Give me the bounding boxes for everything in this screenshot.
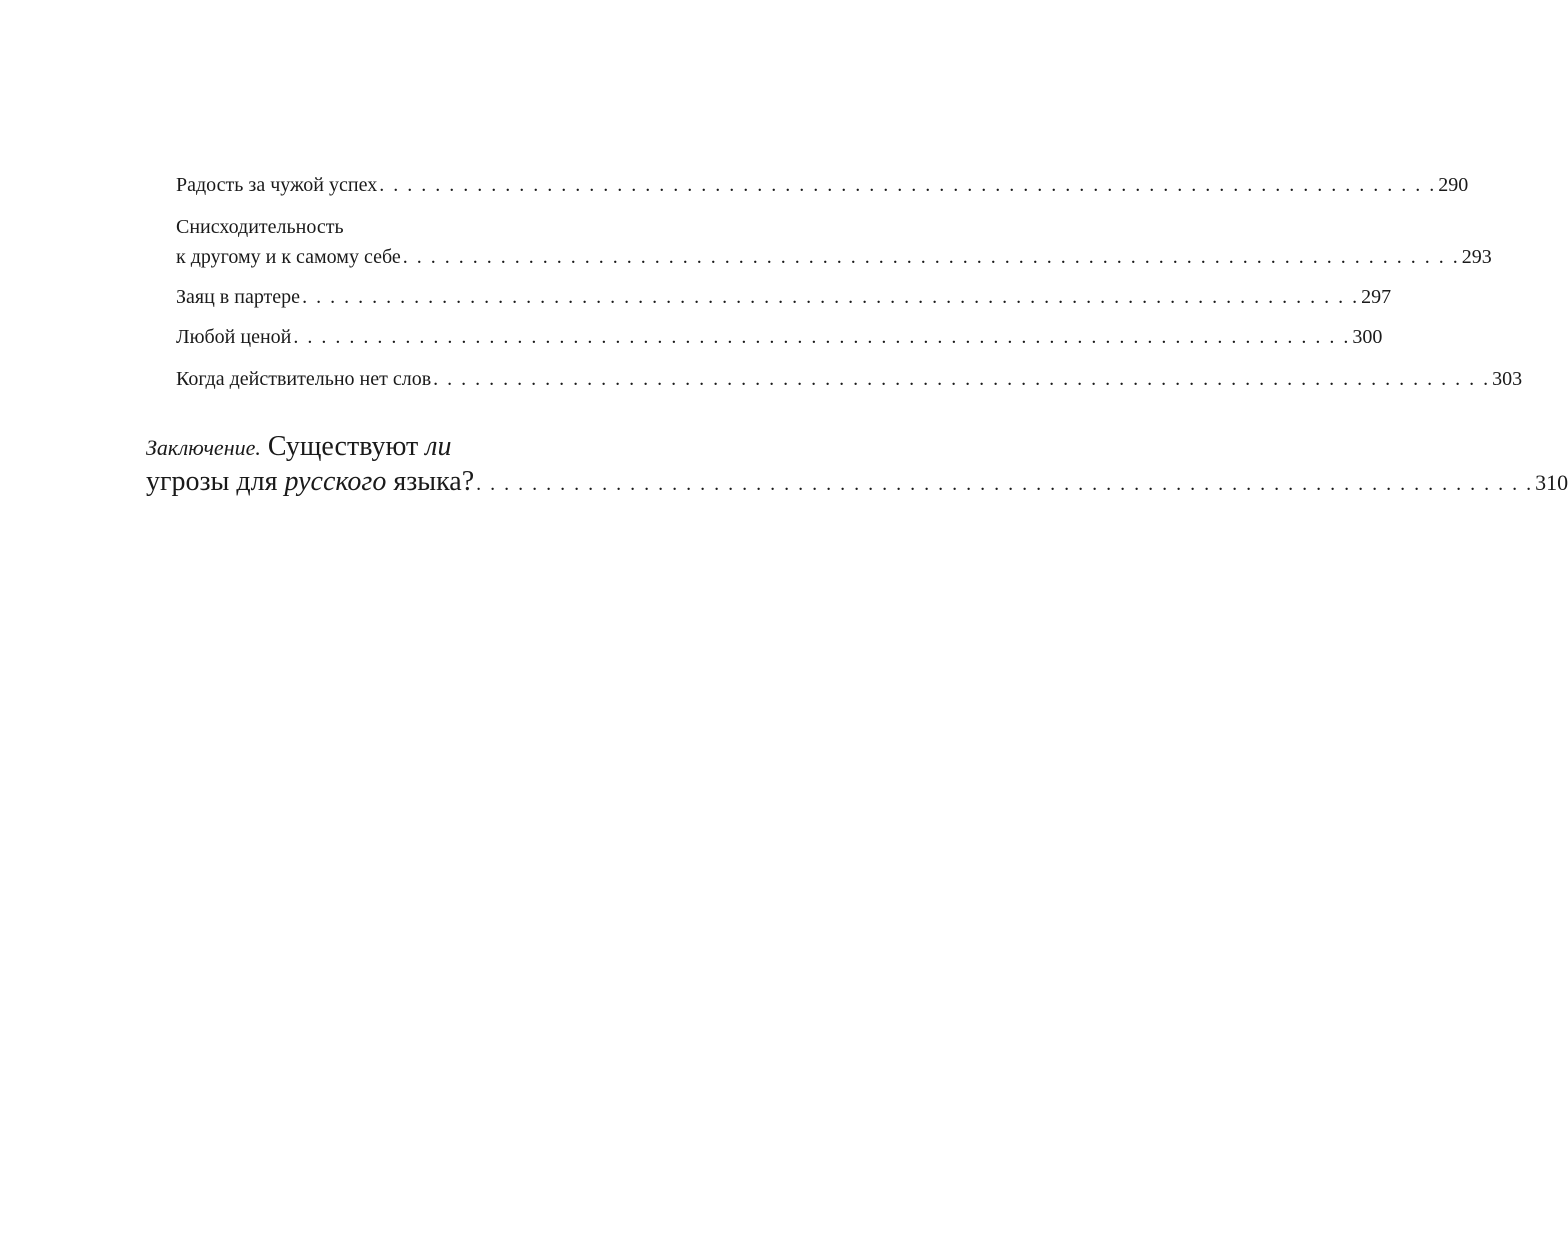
toc-entry[interactable] xyxy=(176,212,1492,272)
dot-leader: . . . . . . . . . . . . . . . . . . . . . . . . . . . . . . . . . . . . . . . . . . . . . . . . . . . . . . . . . . . . . . . . . . . . . . . . . . . . xyxy=(476,473,1534,495)
conclusion-page: 310 xyxy=(1535,470,1568,495)
toc-entry-page: 300 xyxy=(1352,326,1383,348)
toc-entry[interactable] xyxy=(176,364,1523,394)
conclusion-title-line1 xyxy=(146,430,644,465)
toc-entry-title: Любой ценой xyxy=(176,326,292,348)
conclusion-text-italic2: русского xyxy=(284,466,387,497)
conclusion-text-part3: языка? xyxy=(393,466,475,497)
conclusion-text-part1: Существуют xyxy=(267,431,419,462)
toc-entry-page: 293 xyxy=(1461,246,1492,268)
toc-entry[interactable] xyxy=(176,170,1469,200)
conclusion-text-part2: угрозы для xyxy=(146,466,278,497)
toc-entry-title: Когда действительно нет слов xyxy=(176,368,432,390)
dot-leader: . . . . . . . . . . . . . . . . . . . . . . . . . . . . . . . . . . . . . . . . . . . . . . . . . . . . . . . . . . . . . . . . . . . . . . . . . . . . xyxy=(402,246,1460,268)
toc-entry[interactable] xyxy=(176,282,1392,312)
toc-entry-page: 297 xyxy=(1361,286,1392,308)
dot-leader: . . . . . . . . . . . . . . . . . . . . . . . . . . . . . . . . . . . . . . . . . . . . . . . . . . . . . . . . . . . . . . . . . . . . . . . . . . . . xyxy=(302,286,1360,308)
toc-entry[interactable] xyxy=(176,322,1383,352)
conclusion-label: Заключение. xyxy=(146,435,261,460)
toc-entry-title: Заяц в партере xyxy=(176,286,301,308)
dot-leader: . . . . . . . . . . . . . . . . . . . . . . . . . . . . . . . . . . . . . . . . . . . . . . . . . . . . . . . . . . . . . . . . . . . . . . . . . . . . xyxy=(433,368,1491,390)
toc-conclusion-entry[interactable] xyxy=(146,430,1568,501)
toc-entry-title: Радость за чужой успех xyxy=(176,174,378,196)
toc-entry-title-line1: Снисходительность xyxy=(176,216,344,238)
dot-leader: . . . . . . . . . . . . . . . . . . . . . . . . . . . . . . . . . . . . . . . . . . . . . . . . . . . . . . . . . . . . . . . . . . . . . . . . . . . . xyxy=(293,326,1351,348)
conclusion-title-line2 xyxy=(146,465,1568,501)
toc-entry-page: 290 xyxy=(1438,174,1469,196)
dot-leader: . . . . . . . . . . . . . . . . . . . . . . . . . . . . . . . . . . . . . . . . . . . . . . . . . . . . . . . . . . . . . . . . . . . . . . . . . . . . xyxy=(379,174,1437,196)
toc-entry-title-line2: к другому и к самому себе xyxy=(176,246,401,268)
toc-entry-page: 303 xyxy=(1492,368,1523,390)
conclusion-text-italic1: ли xyxy=(425,431,452,462)
